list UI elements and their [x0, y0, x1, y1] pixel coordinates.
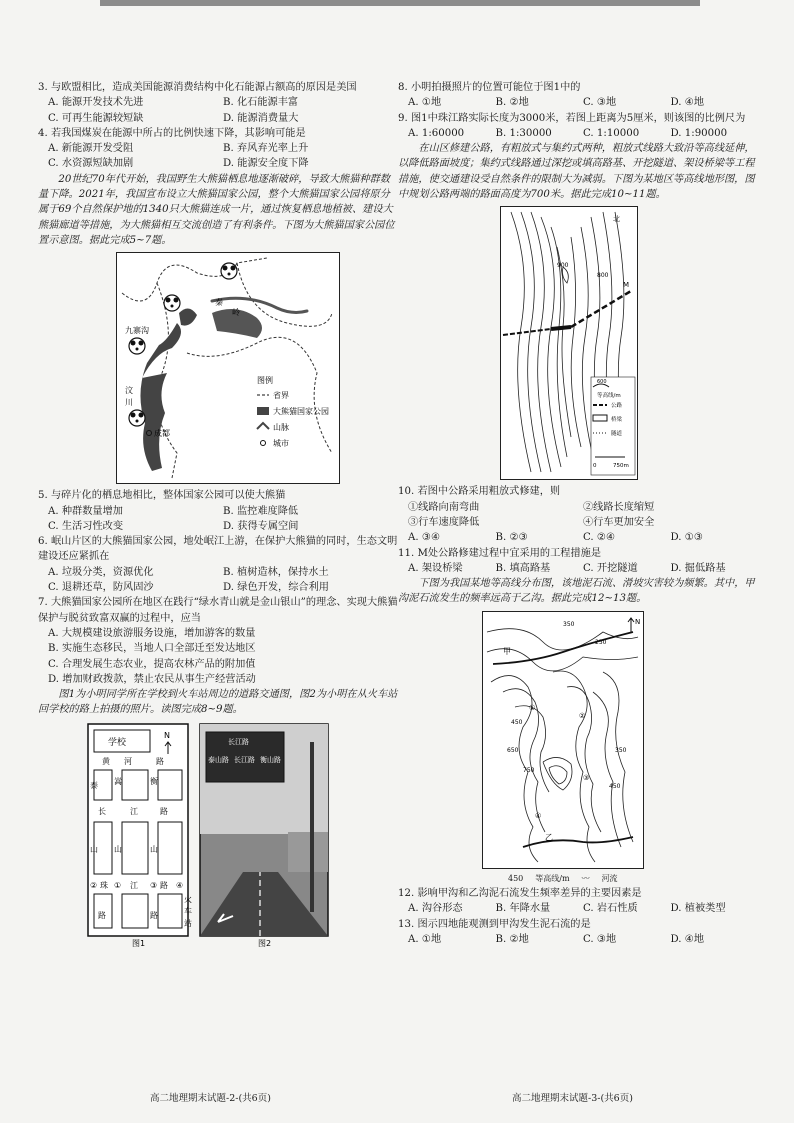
q9-stem: 9. 图1中珠江路实际长度为3000米，若图上距离为5厘米，则该图的比例尺为 [398, 112, 746, 124]
map3-350b: 350 [615, 746, 627, 754]
q5-option-d: D. 获得专属空间 [223, 520, 299, 532]
q10-option-d: D. ①③ [670, 532, 704, 544]
map2-900: 900 [557, 262, 569, 270]
intro-8-9: 图1为小明同学所在学校到火车站周边的道路交通图，图2为小明在从火车站回学校的路上拍摄的照片。读图完成8~9题。 [38, 689, 398, 716]
map2-legend-tunnel: 隧道 [611, 431, 623, 438]
legend-park-icon [257, 407, 269, 415]
fig1-lu-1: 路 [156, 756, 164, 766]
q5-stem: 5. 与碎片化的栖息地相比，整体国家公园可以使大熊猫 [38, 490, 286, 502]
q11-option-b: B. 填高路基 [495, 562, 551, 574]
q12-option-a: A. 沟谷形态 [408, 903, 463, 915]
q3-options [38, 95, 398, 126]
fig1-n2: ② [90, 880, 98, 890]
q5-option-c: C. 生活习性改变 [48, 520, 124, 532]
fig1-huo: 火 [184, 894, 192, 904]
map3-750: 750 [523, 766, 535, 774]
road-east-segment [571, 291, 631, 327]
north-arrow-icon-2 [628, 618, 634, 632]
sign-left-label: 泰山路 [208, 755, 229, 764]
q9-option-a: A. 1:60000 [408, 127, 465, 139]
q13-option-b: B. ②地 [495, 933, 529, 945]
left-column [38, 80, 398, 948]
q10-statements [398, 500, 758, 531]
q6-options [38, 565, 398, 596]
q4-option-c: C. 水资源短缺加剧 [48, 158, 134, 170]
fig1-north: N [164, 730, 170, 740]
q3-stem: 3. 与欧盟相比，造成美国能源消费结构中化石能源占额高的原因是美国 [38, 82, 357, 93]
q5-option-a: A. 种群数量增加 [48, 505, 123, 517]
q3-option-a: A. 能源开发技术先进 [48, 97, 144, 109]
fig1-lu-4: 路 [98, 910, 106, 920]
q12-option-d: D. 植被类型 [670, 903, 726, 915]
q3-option-c: C. 可再生能源较短缺 [48, 112, 144, 124]
map2-m: M [623, 281, 630, 290]
q4-option-d: D. 能源安全度下降 [223, 158, 309, 170]
fig1-lu-3: 路 [160, 880, 168, 890]
q13-stem: 13. 图示四地能观测到甲沟发生泥石流的是 [398, 918, 591, 930]
q8-option-b: B. ②地 [495, 97, 529, 109]
q10-statement-4: ④行车更加安全 [583, 516, 655, 528]
fig1-shan-3: 山 [150, 844, 158, 854]
q7-options [38, 626, 398, 687]
q10-statement-2: ②线路长度缩短 [583, 501, 655, 513]
q4-option-a: A. 新能源开发受阻 [48, 143, 134, 155]
legend-river-label: 河流 [601, 873, 618, 883]
q12-option-b: B. 年降水量 [495, 903, 551, 915]
fig1-caption: 图1 [132, 938, 146, 948]
q7-option-c: C. 合理发展生态农业，提高农林产品的附加值 [48, 658, 256, 670]
map2-legend-road: 公路 [611, 403, 623, 410]
label-chuan: 川 [125, 398, 133, 408]
legend-contour-label: 等高线/m [535, 873, 570, 883]
map2-800: 800 [597, 272, 609, 280]
debris-flow-svg [483, 612, 643, 868]
label-wen: 汶 [125, 386, 133, 396]
q6-option-c: C. 退耕还草，防风固沙 [48, 582, 154, 594]
legend-park: 大熊猫国家公园 [273, 407, 329, 417]
map3-350a: 350 [563, 620, 575, 628]
fig1-zhan: 站 [184, 918, 192, 928]
q9-option-b: B. 1:30000 [495, 127, 552, 139]
panda-icon-3 [129, 338, 145, 354]
map2-scale-0: 0 [593, 463, 597, 470]
q12-stem: 12. 影响甲沟和乙沟泥石流发生频率差异的主要因素是 [398, 888, 642, 900]
legend-bridge-icon [593, 415, 607, 421]
bridge-segment [551, 327, 571, 329]
intro-10-11: 在山区修建公路，有粗放式与集约式两种，粗放式线路大致沿等高线延伸，以降低路面坡度；集约式线路通过深挖或填高路基、开挖隧道、架设桥梁等工程措施，使交通建设受自然条件的限制大为减弱。下图为某地区等高线地形图，图中规划公路两端的路面高度为700米。据此完成10~11题。 [398, 143, 755, 201]
q3-option-d: D. 能源消费量大 [223, 112, 299, 124]
q11-option-c: C. 开挖隧道 [583, 562, 638, 574]
fig1-n1: ① [114, 880, 122, 890]
q10-statement-1: ①线路向南弯曲 [408, 501, 480, 513]
q10-stem: 10. 若图中公路采用粗放式修建，则 [398, 486, 561, 498]
q11-options [398, 561, 758, 576]
q10-option-a: A. ③④ [408, 532, 441, 544]
legend-city: 城市 [273, 439, 289, 449]
panda-icon-4 [129, 410, 145, 426]
legend-mountain-icon [257, 423, 269, 429]
fig1-lu-2: 路 [160, 806, 168, 816]
road-figure-svg [38, 722, 400, 948]
fig1-n4: ④ [176, 880, 184, 890]
q13-option-d: D. ④地 [670, 933, 705, 945]
river-legend-icon: 〰 [581, 873, 590, 883]
q4-options [38, 141, 398, 172]
figure-1-2-row [38, 722, 398, 948]
map3-n: N [635, 617, 641, 626]
q11-stem: 11. M处公路修建过程中宜采用的工程措施是 [398, 547, 602, 559]
q6-stem: 6. 岷山片区的大熊猫国家公园，地处岷江上游，在保护大熊猫的同时，生态文明建设还应紧抓在 [38, 536, 398, 563]
contour-road-svg [501, 207, 637, 479]
q10-statement-3: ③行车速度降低 [408, 516, 480, 528]
legend-city-icon [261, 441, 266, 446]
map3-450: 450 [511, 718, 523, 726]
q3-option-b: B. 化石能源丰富 [223, 97, 299, 109]
q6-option-d: D. 绿色开发，综合利用 [223, 582, 329, 594]
q8-option-d: D. ④地 [670, 97, 705, 109]
q10-option-b: B. ②③ [495, 532, 528, 544]
q10-option-c: C. ②④ [583, 532, 616, 544]
footer-left: 高二地理期末试题-2-(共6页) [150, 1093, 271, 1104]
q8-options [398, 95, 758, 110]
map3-point-2: ② [579, 711, 586, 720]
fig1-jiang-2: 江 [130, 880, 138, 890]
fig1-heng: 衡 [150, 776, 158, 786]
q13-options [398, 932, 758, 947]
fig1-huang: 黄 [102, 756, 110, 766]
map2-north: 北 [613, 215, 620, 224]
intro-5-7: 20世纪70年代开始，我国野生大熊猫栖息地逐渐破碎，导致大熊猫种群数量下降。2021年，我国宣布设立大熊猫国家公园，整个大熊猫国家公园将原分属于69个自然保护地的1340只大熊猫连成一片，通过恢复栖息地植被、建设大熊猫廊道等措施，为大熊猫相互交流创造了有利条件。下图为大熊猫国家公园位置示意图。据此完成5~7题。 [38, 173, 395, 246]
scan-edge [100, 0, 700, 6]
fig1-shan-1: 山 [90, 844, 98, 854]
q5-options [38, 504, 398, 535]
q12-options [398, 901, 758, 916]
q9-options [398, 126, 758, 141]
fig1-shan-2: 山 [114, 844, 122, 854]
river-south-icon [523, 837, 633, 847]
debris-flow-map [482, 611, 644, 869]
label-ling: 岭 [232, 308, 240, 318]
q9-option-d: D. 1:90000 [670, 127, 728, 139]
map3-650: 650 [507, 746, 519, 754]
q8-option-a: A. ①地 [408, 97, 442, 109]
map3-legend [398, 871, 758, 886]
legend-mountain: 山脉 [273, 423, 289, 433]
fig1-lu-5: 路 [150, 910, 158, 920]
label-chengdu: 成都 [154, 429, 170, 439]
q4-stem: 4. 若我国煤炭在能源中所占的比例快速下降，其影响可能是 [38, 127, 306, 139]
map2-scale-750: 750m [613, 463, 629, 470]
legend-province: 省界 [273, 391, 289, 401]
intro-12-13: 下图为我国某地等高线分布图，该地泥石流、滑坡灾害较为频繁。其中，甲沟泥石流发生的频率远高于乙沟。据此完成12~13题。 [398, 578, 755, 605]
q9-option-c: C. 1:10000 [583, 127, 640, 139]
fig1-chang: 长 [98, 806, 106, 816]
fig1-school: 学校 [108, 737, 127, 748]
q13-option-a: A. ①地 [408, 933, 442, 945]
footer-right: 高二地理期末试题-3-(共6页) [512, 1093, 633, 1104]
contour-road-map [500, 206, 638, 480]
q13-option-c: C. ③地 [583, 933, 617, 945]
map3-point-1: ① [529, 703, 536, 712]
map3-point-3: ③ [583, 773, 590, 782]
map3-450b: 450 [609, 782, 621, 790]
q11-option-a: A. 架设桥梁 [408, 562, 463, 574]
q11-option-d: D. 掘低路基 [670, 562, 726, 574]
q7-option-b: B. 实施生态移民，当地人口全部迁至发达地区 [48, 643, 256, 655]
map3-yi: 乙 [545, 832, 553, 842]
q5-option-b: B. 监控难度降低 [223, 505, 299, 517]
road-west-segment [503, 329, 551, 335]
sign-top-label: 长江路 [228, 737, 249, 746]
map2-legend-value: 600 [597, 379, 607, 386]
map2-legend-contour: 等高线/m [597, 393, 621, 400]
fig2-caption: 图2 [258, 938, 272, 948]
legend-title: 图例 [257, 376, 273, 386]
fig1-zhu: 珠 [100, 880, 108, 890]
fig1-n3: ③ [150, 880, 158, 890]
panda-park-map [116, 252, 340, 484]
q4-option-b: B. 弃风弃光率上升 [223, 143, 309, 155]
legend-contour-value: 450 [508, 873, 524, 883]
map2-legend-bridge: 桥梁 [611, 417, 623, 424]
right-column [398, 80, 758, 947]
map3-jia: 甲 [503, 646, 511, 656]
q8-option-c: C. ③地 [583, 97, 617, 109]
label-jiuzhaigou: 九寨沟 [125, 326, 149, 336]
q8-stem: 8. 小明拍摄照片的位置可能位于图1中的 [398, 82, 581, 93]
q10-options [398, 530, 758, 545]
map3-250: 250 [595, 638, 607, 646]
q7-option-a: A. 大规模建设旅游服务设施，增加游客的数量 [48, 627, 256, 639]
q7-stem: 7. 大熊猫国家公园所在地区在践行“绿水青山就是金山银山”的理念、实现大熊猫保护与脱贫致富双赢的过程中，应当 [38, 597, 398, 624]
panda-icon-1 [164, 295, 180, 311]
panda-icon-2 [221, 263, 237, 279]
map3-point-4: ④ [535, 811, 542, 820]
panda-map-svg [117, 253, 339, 483]
q6-option-a: A. 垃圾分类，资源优化 [48, 566, 154, 578]
q7-option-d: D. 增加财政拨款，禁止农民从事生产经营活动 [48, 673, 256, 685]
fig1-che: 车 [184, 906, 192, 916]
fig1-he: 河 [124, 756, 132, 766]
fig1-jiang-1: 江 [130, 806, 138, 816]
fig1-tai: 泰 [90, 780, 98, 790]
label-qin: 秦 [215, 298, 223, 308]
fig1-song: 嵩 [114, 776, 122, 786]
q12-option-c: C. 岩石性质 [583, 903, 638, 915]
sign-right-label: 衡山路 [260, 755, 281, 764]
q6-option-b: B. 植树造林，保持水土 [223, 566, 329, 578]
sign-center-label: 长江路 [234, 755, 255, 764]
